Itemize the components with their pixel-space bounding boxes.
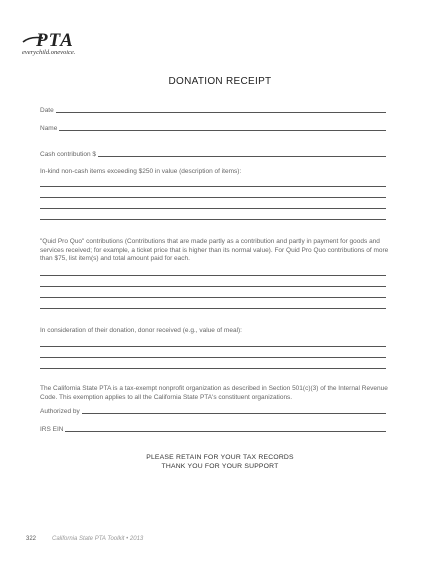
inkind-line[interactable]	[40, 197, 386, 198]
consideration-line[interactable]	[40, 368, 386, 369]
quid-pro-quo-line[interactable]	[40, 275, 386, 276]
cash-line[interactable]	[98, 156, 386, 157]
inkind-line[interactable]	[40, 208, 386, 209]
date-line[interactable]	[56, 112, 386, 113]
date-label: Date	[40, 107, 54, 114]
logo-tagline: everychild.onevoice.	[22, 49, 76, 56]
page-title: DONATION RECEIPT	[168, 76, 272, 87]
pta-logo	[22, 30, 112, 58]
cash-label: Cash contribution $	[40, 151, 97, 158]
irs-ein-line[interactable]	[65, 431, 386, 432]
tax-exempt-statement: The California State PTA is a tax-exempt nonprofit organization as described in Section 501(c)(3) of the Internal Revenue Code. This exemption applies to all the California State PTA's constituent organizations.	[40, 385, 388, 401]
irs-ein-field[interactable]	[40, 426, 386, 433]
inkind-line[interactable]	[40, 186, 386, 187]
irs-ein-label: IRS EIN	[40, 426, 64, 433]
logo-mark: PTA	[36, 30, 74, 51]
cash-field[interactable]	[40, 151, 386, 158]
authorized-by-field[interactable]	[40, 408, 386, 415]
inkind-label: In-kind non-cash items exceeding $250 in value (description of items):	[40, 168, 242, 175]
consideration-line[interactable]	[40, 357, 386, 358]
consideration-line[interactable]	[40, 346, 386, 347]
name-line[interactable]	[59, 130, 386, 131]
page-footer: California State PTA Toolkit • 2013	[52, 536, 144, 542]
thank-you-note: THANK YOU FOR YOUR SUPPORT	[161, 463, 279, 470]
name-field[interactable]	[40, 125, 386, 132]
quid-pro-quo-line[interactable]	[40, 286, 386, 287]
inkind-line[interactable]	[40, 219, 386, 220]
quid-pro-quo-text: "Quid Pro Quo" contributions (Contributions that are made partly as a contribution and partly in payment for goods and services received; for example, a ticket price that is higher than its normal value). For Quid Pro Quo contributions of more than $75, list item(s) and total amount paid for each.	[40, 238, 389, 262]
name-label: Name	[40, 125, 58, 132]
date-field[interactable]	[40, 107, 386, 114]
quid-pro-quo-line[interactable]	[40, 308, 386, 309]
page-number: 322	[26, 536, 37, 542]
quid-pro-quo-line[interactable]	[40, 297, 386, 298]
authorized-by-label: Authorized by	[40, 408, 80, 415]
retain-records-note: PLEASE RETAIN FOR YOUR TAX RECORDS	[146, 454, 294, 461]
authorized-by-line[interactable]	[82, 413, 386, 414]
consideration-text: In consideration of their donation, donor received (e.g., value of meal):	[40, 327, 242, 334]
